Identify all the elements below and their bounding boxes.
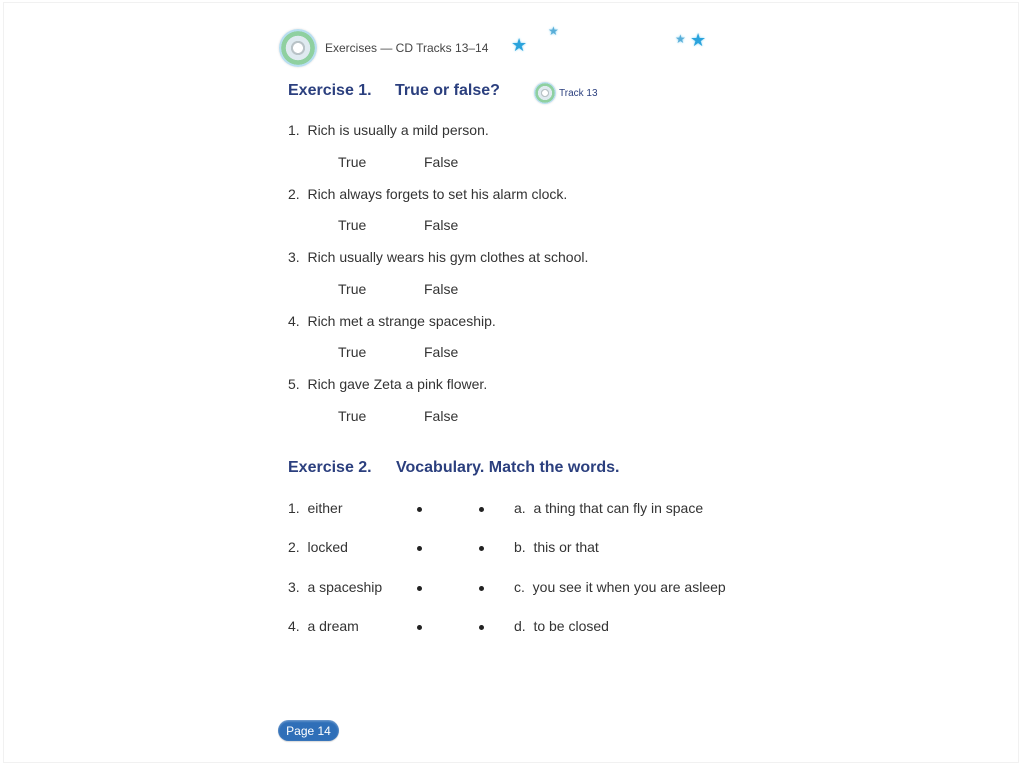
vocab-definition-a: a. a thing that can fly in space — [514, 500, 704, 516]
vocab-word-3: 3. a spaceship — [288, 579, 383, 595]
page-number-badge: Page 14 — [278, 720, 339, 741]
option-false-4[interactable]: False — [424, 344, 459, 360]
option-true-1[interactable]: True — [338, 154, 367, 170]
star-icon: ★ — [548, 24, 559, 38]
option-true-2[interactable]: True — [338, 217, 367, 233]
star-icon: ★ — [690, 30, 707, 50]
option-true-3[interactable]: True — [338, 281, 367, 297]
header-title: Exercises — CD Tracks 13–14 — [325, 41, 489, 55]
option-true-5[interactable]: True — [338, 408, 367, 424]
vocab-word-2: 2. locked — [288, 539, 348, 555]
vocab-definition-c: c. you see it when you are asleep — [514, 579, 726, 595]
match-dot-right[interactable] — [479, 546, 484, 551]
question-5: 5. Rich gave Zeta a pink flower. — [288, 376, 488, 392]
star-icon: ★ — [675, 32, 686, 46]
vocab-definition-b: b. this or that — [514, 539, 599, 555]
vocab-word-4: 4. a dream — [288, 618, 359, 634]
option-false-5[interactable]: False — [424, 408, 459, 424]
match-dot-right[interactable] — [479, 625, 484, 630]
match-dot-left[interactable] — [417, 507, 422, 512]
track-cd-icon[interactable] — [534, 82, 556, 104]
question-4: 4. Rich met a strange spaceship. — [288, 313, 496, 329]
page-frame — [3, 2, 1019, 763]
track-label[interactable]: Track 13 — [559, 88, 598, 99]
match-dot-right[interactable] — [479, 507, 484, 512]
question-1: 1. Rich is usually a mild person. — [288, 122, 489, 138]
exercise1-title: Exercise 1. — [288, 82, 372, 99]
option-false-3[interactable]: False — [424, 281, 459, 297]
option-false-1[interactable]: False — [424, 154, 459, 170]
star-icon: ★ — [511, 35, 528, 55]
cd-icon — [279, 29, 317, 67]
vocab-definition-d: d. to be closed — [514, 618, 609, 634]
match-dot-left[interactable] — [417, 625, 422, 630]
match-dot-left[interactable] — [417, 546, 422, 551]
vocab-word-1: 1. either — [288, 500, 343, 516]
exercise2-title: Exercise 2. — [288, 459, 372, 476]
exercise2-subtitle: Vocabulary. Match the words. — [396, 459, 620, 476]
question-2: 2. Rich always forgets to set his alarm clock. — [288, 186, 568, 202]
exercise1-subtitle: True or false? — [395, 82, 500, 99]
question-3: 3. Rich usually wears his gym clothes at school. — [288, 249, 589, 265]
match-dot-right[interactable] — [479, 586, 484, 591]
option-false-2[interactable]: False — [424, 217, 459, 233]
match-dot-left[interactable] — [417, 586, 422, 591]
option-true-4[interactable]: True — [338, 344, 367, 360]
